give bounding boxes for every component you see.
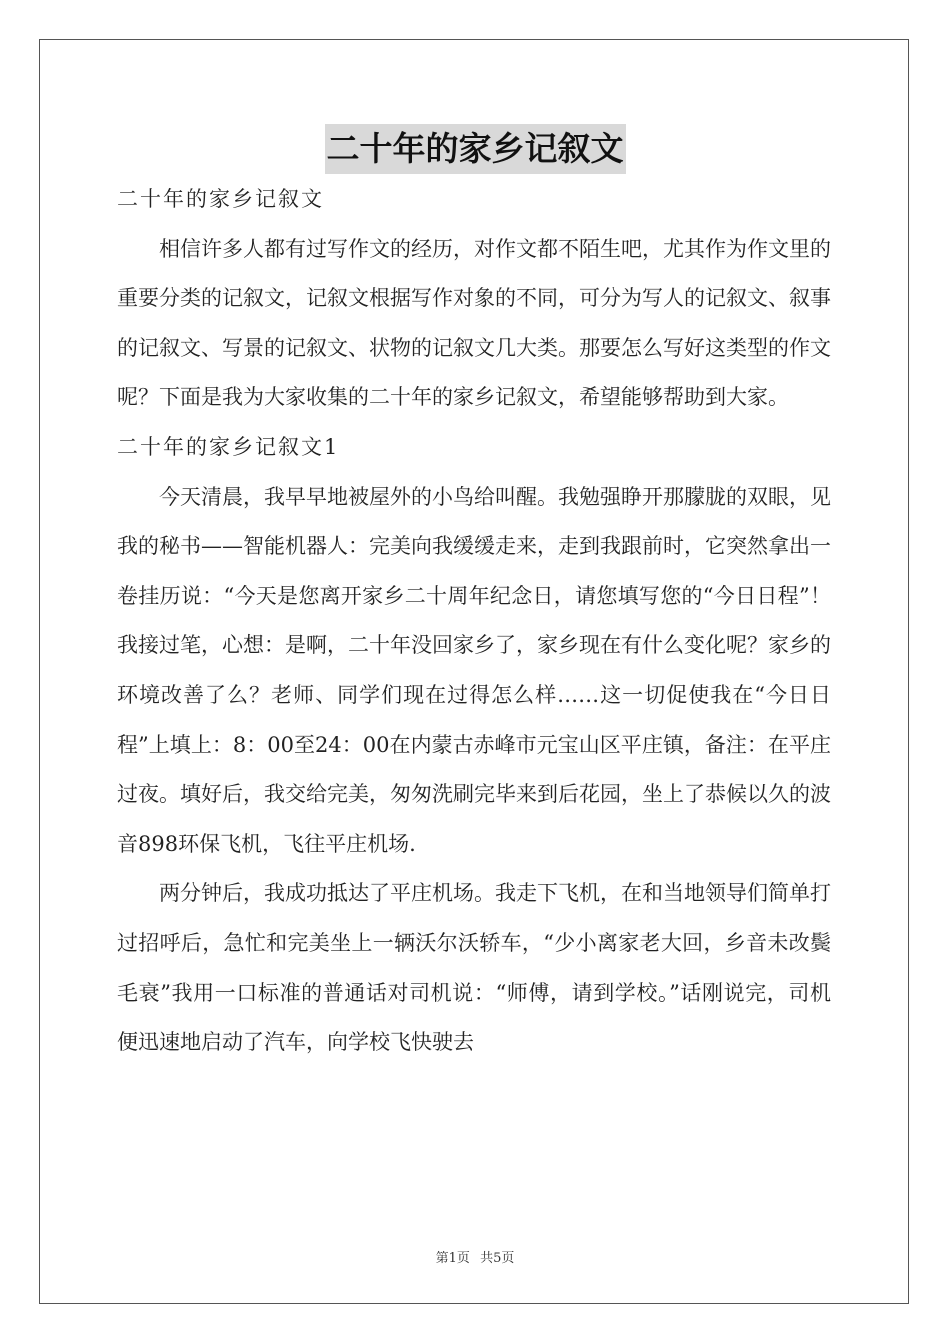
total-pages: 共5页	[480, 1251, 515, 1266]
document-body	[117, 175, 831, 1068]
document-title: 二十年的家乡记叙文	[325, 124, 626, 174]
document-subtitle: 二十年的家乡记叙文	[117, 187, 324, 211]
title-container	[0, 124, 950, 174]
body-paragraph-1: 今天清晨，我早早地被屋外的小鸟给叫醒。我勉强睁开那朦胧的双眼，见我的秘书——智能机器人：完美向我缓缓走来，走到我跟前时，它突然拿出一卷挂历说：“今天是您离开家乡二十周年纪念日，请您填写您的“今日日程”！我接过笔，心想：是啊，二十年没回家乡了，家乡现在有什么变化呢？家乡的环境改善了么？老师、同学们现在过得怎么样……这一切促使我在“今日日程”上填上：8：00至24：00在内蒙古赤峰市元宝山区平庄镇，备注：在平庄过夜。填好后，我交给完美，匆匆洗刷完毕来到后花园，坐上了恭候以久的波音898环保飞机，飞往平庄机场.	[117, 484, 831, 856]
page-footer	[0, 1247, 950, 1266]
section-heading: 二十年的家乡记叙文1	[117, 434, 340, 459]
page-number: 第1页	[435, 1251, 470, 1266]
body-paragraph-2: 两分钟后，我成功抵达了平庄机场。我走下飞机，在和当地领导们简单打过招呼后，急忙和完美坐上一辆沃尔沃轿车，“少小离家老大回，乡音未改鬓毛衰”我用一口标准的普通话对司机说：“师傅，请到学校。”话刚说完，司机便迅速地启动了汽车，向学校飞快驶去	[117, 881, 831, 1055]
intro-paragraph: 相信许多人都有过写作文的经历，对作文都不陌生吧，尤其作为作文里的重要分类的记叙文，记叙文根据写作对象的不同，可分为写人的记叙文、叙事的记叙文、写景的记叙文、状物的记叙文几大类。那要怎么写好这类型的作文呢？下面是我为大家收集的二十年的家乡记叙文，希望能够帮助到大家。	[117, 236, 831, 410]
